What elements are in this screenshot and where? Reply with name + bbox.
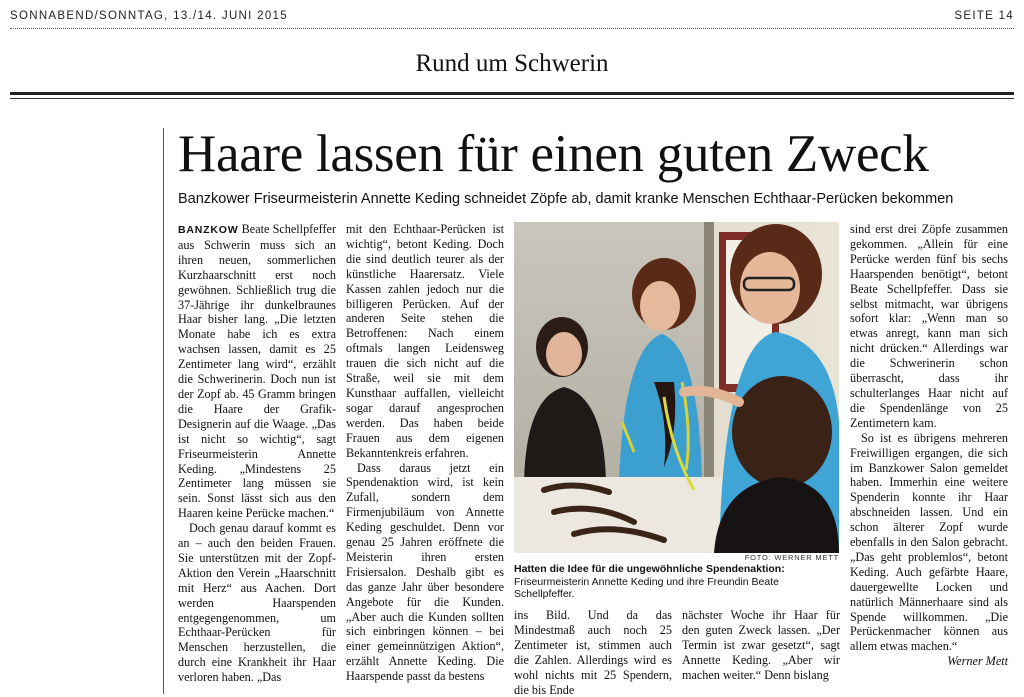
- issue-date: SONNABEND/SONNTAG, 13./14. JUNI 2015: [10, 10, 288, 22]
- photo-salon-scene: [514, 222, 839, 553]
- section-rule-thin: [10, 98, 1014, 99]
- caption-text: Friseurmeisterin Annette Keding und ihre Freundin Beate Schellpfeffer.: [514, 575, 779, 601]
- dateline: BANZKOW: [178, 224, 239, 236]
- article-column-2: [346, 222, 504, 684]
- photo-caption: [514, 563, 839, 601]
- page-number: SEITE 14: [954, 10, 1014, 22]
- paragraph: ins Bild. Und da das Mindestmaß auch noch 25 Zentimeter ist, stimmen auch die Zahlen. Allerdings wird es wohl nichts mit 25 Spendern, die bis Ende: [514, 608, 672, 697]
- paragraph: Doch genau darauf kommt es an – auch den beiden Frauen. Sie unterstützen mit der Zopf-Aktion den Verein „Haarschnitt mit Herz“ aus Aachen. Dort werden Haarspenden entgegengenommen, um Echthaar-Perücken für Menschen herzustellen, die durch eine Krankheit ihr Haar verloren haben. „Das: [178, 521, 336, 685]
- article-column-1: [178, 222, 336, 685]
- subheadline: Banzkower Friseurmeisterin Annette Keding schneidet Zöpfe ab, damit kranke Menschen Echthaar-Perücken bekommen: [178, 191, 954, 207]
- page-header: [10, 10, 1014, 24]
- article-column-4: [682, 608, 840, 683]
- column-divider: [163, 128, 164, 694]
- headline: Haare lassen für einen guten Zweck: [178, 125, 929, 183]
- photo-credit: FOTO: WERNER METT: [744, 553, 839, 562]
- paragraph: mit den Echthaar-Perücken ist wichtig“, betont Keding. Doch die sind deutlich teurer als der künstliche Haarersatz. Viele Kassen zahlen jedoch nur die billigeren Perücken. Auf der anderen Seite stehen die Betroffenen: Nach einem oftmals langen Leidensweg trauen die sich nicht auf die Straße, weil sie mit dem Kunsthaar auffallen, vielleicht sogar darauf angesprochen werden. Das haben beide Frauen aus dem eigenen Bekanntenkreis erfahren.: [346, 222, 504, 460]
- paragraph-text: Beate Schellpfeffer aus Schwerin muss sich an ihren neuen, sommerlichen Kurzhaarschnitt erst noch gewöhnen. Schließlich trug die 37-Jährige ihr dunkelbraunes Haar bisher lang. „Die letzten Monate habe ich es extra wachsen lassen, damit es 25 Zentimeter lang wird“, erzählt die Schwerinerin. Doch nun ist der Zopf ab. 45 Gramm bringen die Haare der Grafik-Designerin auf die Waage. „Das ist nicht so wichtig“, sagt Friseurmeisterin Annette Keding. „Mindestens 25 Zentimeter lang müssen sie sein. Sonst lässt sich aus den Haaren keine Perücke machen.“: [178, 222, 336, 521]
- paragraph: [850, 430, 1008, 669]
- caption-lead: Hatten die Idee für die ungewöhnliche Spendenaktion:: [514, 563, 785, 575]
- article-column-5: [850, 222, 1008, 669]
- section-title: Rund um Schwerin: [415, 50, 609, 77]
- paragraph: nächster Woche ihr Haar für den guten Zweck lassen. „Der Termin ist zwar gesetzt“, sagt Annette Keding. „Aber wir machen weiter.“ Denn bislang: [682, 608, 840, 682]
- paragraph: Dass daraus jetzt ein Spendenaktion wird, ist kein Zufall, sondern dem Firmenjubiläum von Annette Keding geschuldet. Denn vor genau 25 Jahren eröffnete die Meisterin ihren ersten Frisiersalon. Deshalb gibt es das ganze Jahr über besondere Angebote für die Kunden. „Aber auch die Kunden sollten sich einbringen können – bei einer gemeinnützigen Aktion“, erzählt Annette Keding. Die Haarspende passt da bestens: [346, 460, 504, 684]
- article-photo: [514, 222, 839, 553]
- author-signature: Werner Mett: [947, 654, 1008, 669]
- article-column-3: [514, 608, 672, 697]
- paragraph: sind erst drei Zöpfe zusammen gekommen. „Allein für eine Perücke werden fünf bis sechs Haarspenden benötigt“, betont Beate Schellpfeffer. Dass sie selbst mitmacht, war übrigens sofort klar: „Wenn man so etwas anregt, kann man sich nicht drücken.“ Allerdings war die Schwerinerin schon überrascht, dass ihr schulterlanges Haar nicht auf die Spendenlänge von 25 Zentimetern kam.: [850, 222, 1008, 430]
- paragraph: [178, 222, 336, 521]
- header-dotted-rule: [10, 28, 1014, 29]
- paragraph-text: So ist es übrigens mehreren Freiwilligen ergangen, die sich im Banzkower Salon gemeldet haben. Immerhin eine weitere Spenderin konnte ihr Haar abschneiden lassen. Und ein schon älterer Zopf wurde ebenfalls in den Salon gebracht. „Das geht problemlos“, betont Keding. Auch gefärbte Haare, dauergewellte Locken und natürlich Männerhaare sind als Spende willkommen. „Die Perückenmacher können aus allem etwas machen.“: [850, 430, 1008, 654]
- section-rule-thick: [10, 92, 1014, 95]
